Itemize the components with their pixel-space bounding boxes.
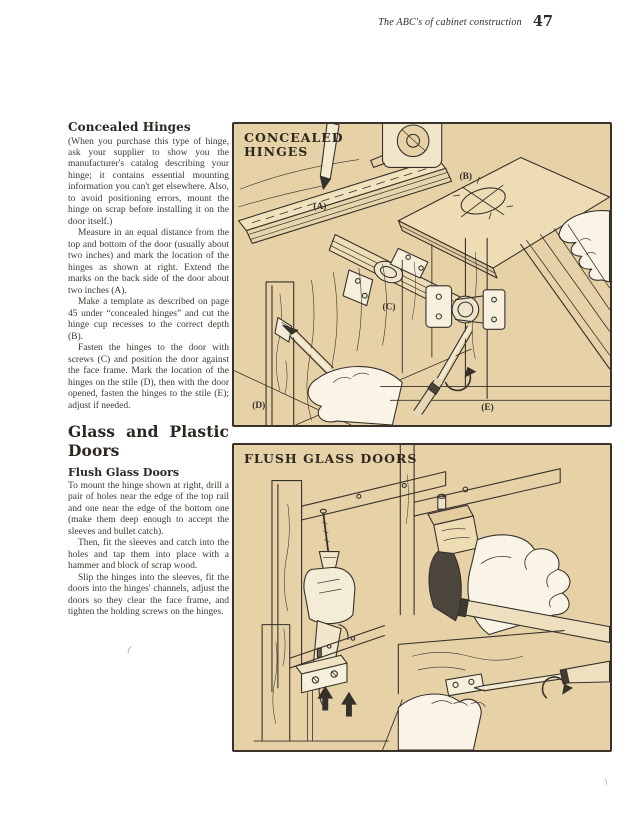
tightening-screw-drawing xyxy=(383,631,610,750)
wood-block-icon xyxy=(428,505,479,556)
figure-title-line: CONCEALED xyxy=(244,130,344,145)
section-heading-concealed-hinges: Concealed Hinges xyxy=(68,120,191,134)
figure-label-c: (C) xyxy=(382,302,396,313)
paragraph: To mount the hinge shown at right, drill a pair of holes near the edge of the top rail and one near the edge of the bottom one (make them deep enough to accept the sleeves and bullet catch). xyxy=(68,480,229,537)
paragraph: Then, fit the sleeves and catch into the holes and tap them into place with a hammer and block of scrap wood. xyxy=(68,538,229,572)
figure-label-a: (A) xyxy=(313,201,327,212)
flush-glass-doors-illustration xyxy=(234,445,610,750)
up-arrow-icon xyxy=(317,686,333,711)
running-title: The ABC's of cabinet construction xyxy=(378,17,522,28)
figure-title-line: FLUSH GLASS DOORS xyxy=(244,451,418,466)
page-number: 47 xyxy=(532,13,553,30)
paragraph: Slip the hinges into the sleeves, fit the doors into the hinges' channels, adjust the doors so they clear the face frame, and tighten the holding screws on the hinges. xyxy=(68,572,229,618)
screwdriver-icon xyxy=(474,661,609,691)
tape-measure-icon xyxy=(371,124,442,167)
figure-title-concealed-hinges xyxy=(244,131,344,159)
paragraph: Measure in an equal distance from the top and bottom of the door (usually about two inches) and mark the location of the hinges as shown at right. Extend the marks on the back side of the door about two inches (A). xyxy=(68,228,229,296)
subsection-heading-flush-glass-doors: Flush Glass Doors xyxy=(68,465,180,479)
figure-panel-concealed-hinges xyxy=(232,122,612,427)
up-arrow-icon xyxy=(341,692,357,717)
paragraph: Fasten the hinges to the door with screws (C) and position the door against the face frame. Mark the location of the hinges on the stile (D), then with the door opened, fasten the hinges to the stile (E); adjust if needed. xyxy=(68,343,229,411)
paragraph: (When you purchase this type of hinge, ask your supplier to show you the manufacturer's catalog describing your hinge; it contains essential mounting information you can't get elsewhere. Also, to avoid positioning errors, mount the hinge on scrap before installing it on the door itself.) xyxy=(68,136,229,227)
figure-title-flush-glass-doors xyxy=(244,452,417,466)
scan-artifact xyxy=(601,778,608,787)
figure-label-e: (E) xyxy=(481,403,494,414)
paragraph: Make a template as described on page 45 under “concealed hinges” and cut the hinge cup recesses to the correct depth (B). xyxy=(68,297,229,342)
drilling-rail-drawing xyxy=(272,472,446,710)
section-heading-glass-plastic-doors: Glass and Plastic Doors xyxy=(68,422,229,460)
pencil-icon xyxy=(283,325,333,373)
scan-artifact xyxy=(127,645,136,656)
figure-panel-flush-glass-doors xyxy=(232,443,612,752)
figure-title-line: HINGES xyxy=(244,144,309,159)
concealed-hinges-illustration xyxy=(234,124,610,425)
figure-label-b: (B) xyxy=(459,172,472,183)
text-column xyxy=(68,120,229,619)
page-header xyxy=(0,12,553,30)
figure-label-d: (D) xyxy=(252,401,266,412)
hand-drawing xyxy=(398,694,481,750)
